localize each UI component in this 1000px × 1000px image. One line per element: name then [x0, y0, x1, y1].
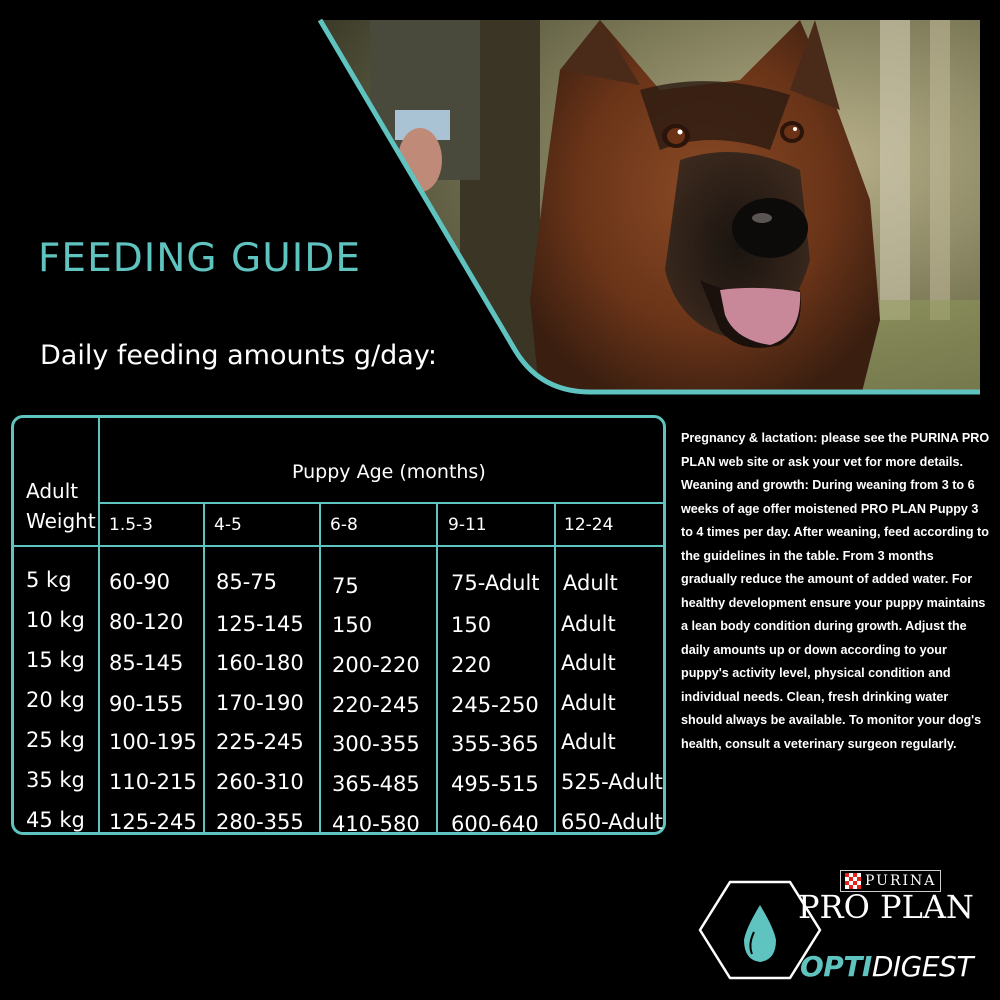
feeding-table — [11, 415, 666, 835]
value-cell: 220-245 — [332, 693, 420, 717]
water-drop-icon — [744, 905, 776, 962]
value-cell: 220 — [451, 653, 492, 677]
value-cell: 525-Adult — [561, 770, 663, 794]
value-cell: 170-190 — [216, 691, 304, 715]
value-cell: 245-250 — [451, 693, 539, 717]
value-cell: Adult — [563, 571, 618, 595]
value-cell: 650-Adult — [561, 810, 663, 834]
value-cell: 75 — [332, 574, 359, 598]
column-divider — [203, 502, 205, 832]
value-cell: 160-180 — [216, 651, 304, 675]
purina-wordmark: PURINA — [865, 873, 937, 889]
column-header: 6-8 — [330, 515, 358, 535]
column-header: 9-11 — [448, 515, 487, 535]
value-cell: 110-215 — [109, 770, 197, 794]
value-cell: 365-485 — [332, 772, 420, 796]
page-subtitle: Daily feeding amounts g/day: — [40, 340, 437, 371]
age-header: Puppy Age (months) — [292, 461, 486, 483]
weight-cell: 15 kg — [26, 648, 85, 672]
value-cell: 410-580 — [332, 812, 420, 836]
value-cell: 85-145 — [109, 651, 184, 675]
page-title: FEEDING GUIDE — [38, 236, 361, 281]
weight-cell: 25 kg — [26, 728, 85, 752]
value-cell: 200-220 — [332, 653, 420, 677]
column-divider — [98, 418, 100, 832]
weight-cell: 10 kg — [26, 608, 85, 632]
value-cell: Adult — [561, 651, 616, 675]
value-cell: 80-120 — [109, 610, 184, 634]
weight-cell: 20 kg — [26, 688, 85, 712]
feeding-notes: Pregnancy & lactation: please see the PURINA PRO PLAN web site or ask your vet for more details. Weaning and growth: During weaning from 3 to 6 weeks of age offer moistened PRO PLAN Puppy 3 to 4 times per day. After weaning, feed according to the guidelines in the table. From 3 months gradually reduce the amount of added water. For healthy development ensure your puppy maintains a lean body condition during growth. Adjust the daily amounts up or down according to your puppy's activity level, physical condition and individual needs. Clean, fresh drinking water should always be available. To monitor your dog's health, consult a veterinary surgeon regularly. — [681, 431, 990, 751]
weight-cell: 5 kg — [26, 568, 72, 592]
value-cell: 85-75 — [216, 570, 278, 594]
purina-checkerboard-icon — [845, 873, 861, 889]
value-cell: Adult — [561, 691, 616, 715]
value-cell: 125-245 — [109, 810, 197, 834]
value-cell: 225-245 — [216, 730, 304, 754]
column-header: 1.5-3 — [109, 515, 153, 535]
value-cell: 150 — [451, 613, 492, 637]
column-header: 12-24 — [564, 515, 614, 535]
value-cell: 300-355 — [332, 732, 420, 756]
opti-text: OPTI — [800, 950, 872, 983]
value-cell: 495-515 — [451, 772, 539, 796]
weight-header-line1: Adult — [26, 479, 79, 503]
value-cell: Adult — [561, 730, 616, 754]
value-cell: 355-365 — [451, 732, 539, 756]
weight-header — [26, 476, 96, 536]
column-divider — [319, 502, 321, 832]
value-cell: 260-310 — [216, 770, 304, 794]
value-cell: 60-90 — [109, 570, 171, 594]
value-cell: 125-145 — [216, 612, 304, 636]
weight-header-line2: Weight — [26, 509, 96, 533]
digest-text: DIGEST — [871, 950, 973, 983]
weight-cell: 35 kg — [26, 768, 85, 792]
weight-cell: 45 kg — [26, 808, 85, 832]
value-cell: 75-Adult — [451, 571, 540, 595]
header-divider — [14, 545, 663, 547]
value-cell: 90-155 — [109, 692, 184, 716]
column-divider — [436, 502, 438, 832]
proplan-wordmark: PRO PLAN — [798, 888, 974, 926]
value-cell: 280-355 — [216, 810, 304, 834]
value-cell: 100-195 — [109, 730, 197, 754]
value-cell: Adult — [561, 612, 616, 636]
optidigest-wordmark — [800, 950, 973, 983]
value-cell: 600-640 — [451, 812, 539, 836]
column-divider — [554, 502, 556, 832]
column-header: 4-5 — [214, 515, 242, 535]
value-cell: 150 — [332, 613, 373, 637]
header-divider — [98, 502, 663, 504]
